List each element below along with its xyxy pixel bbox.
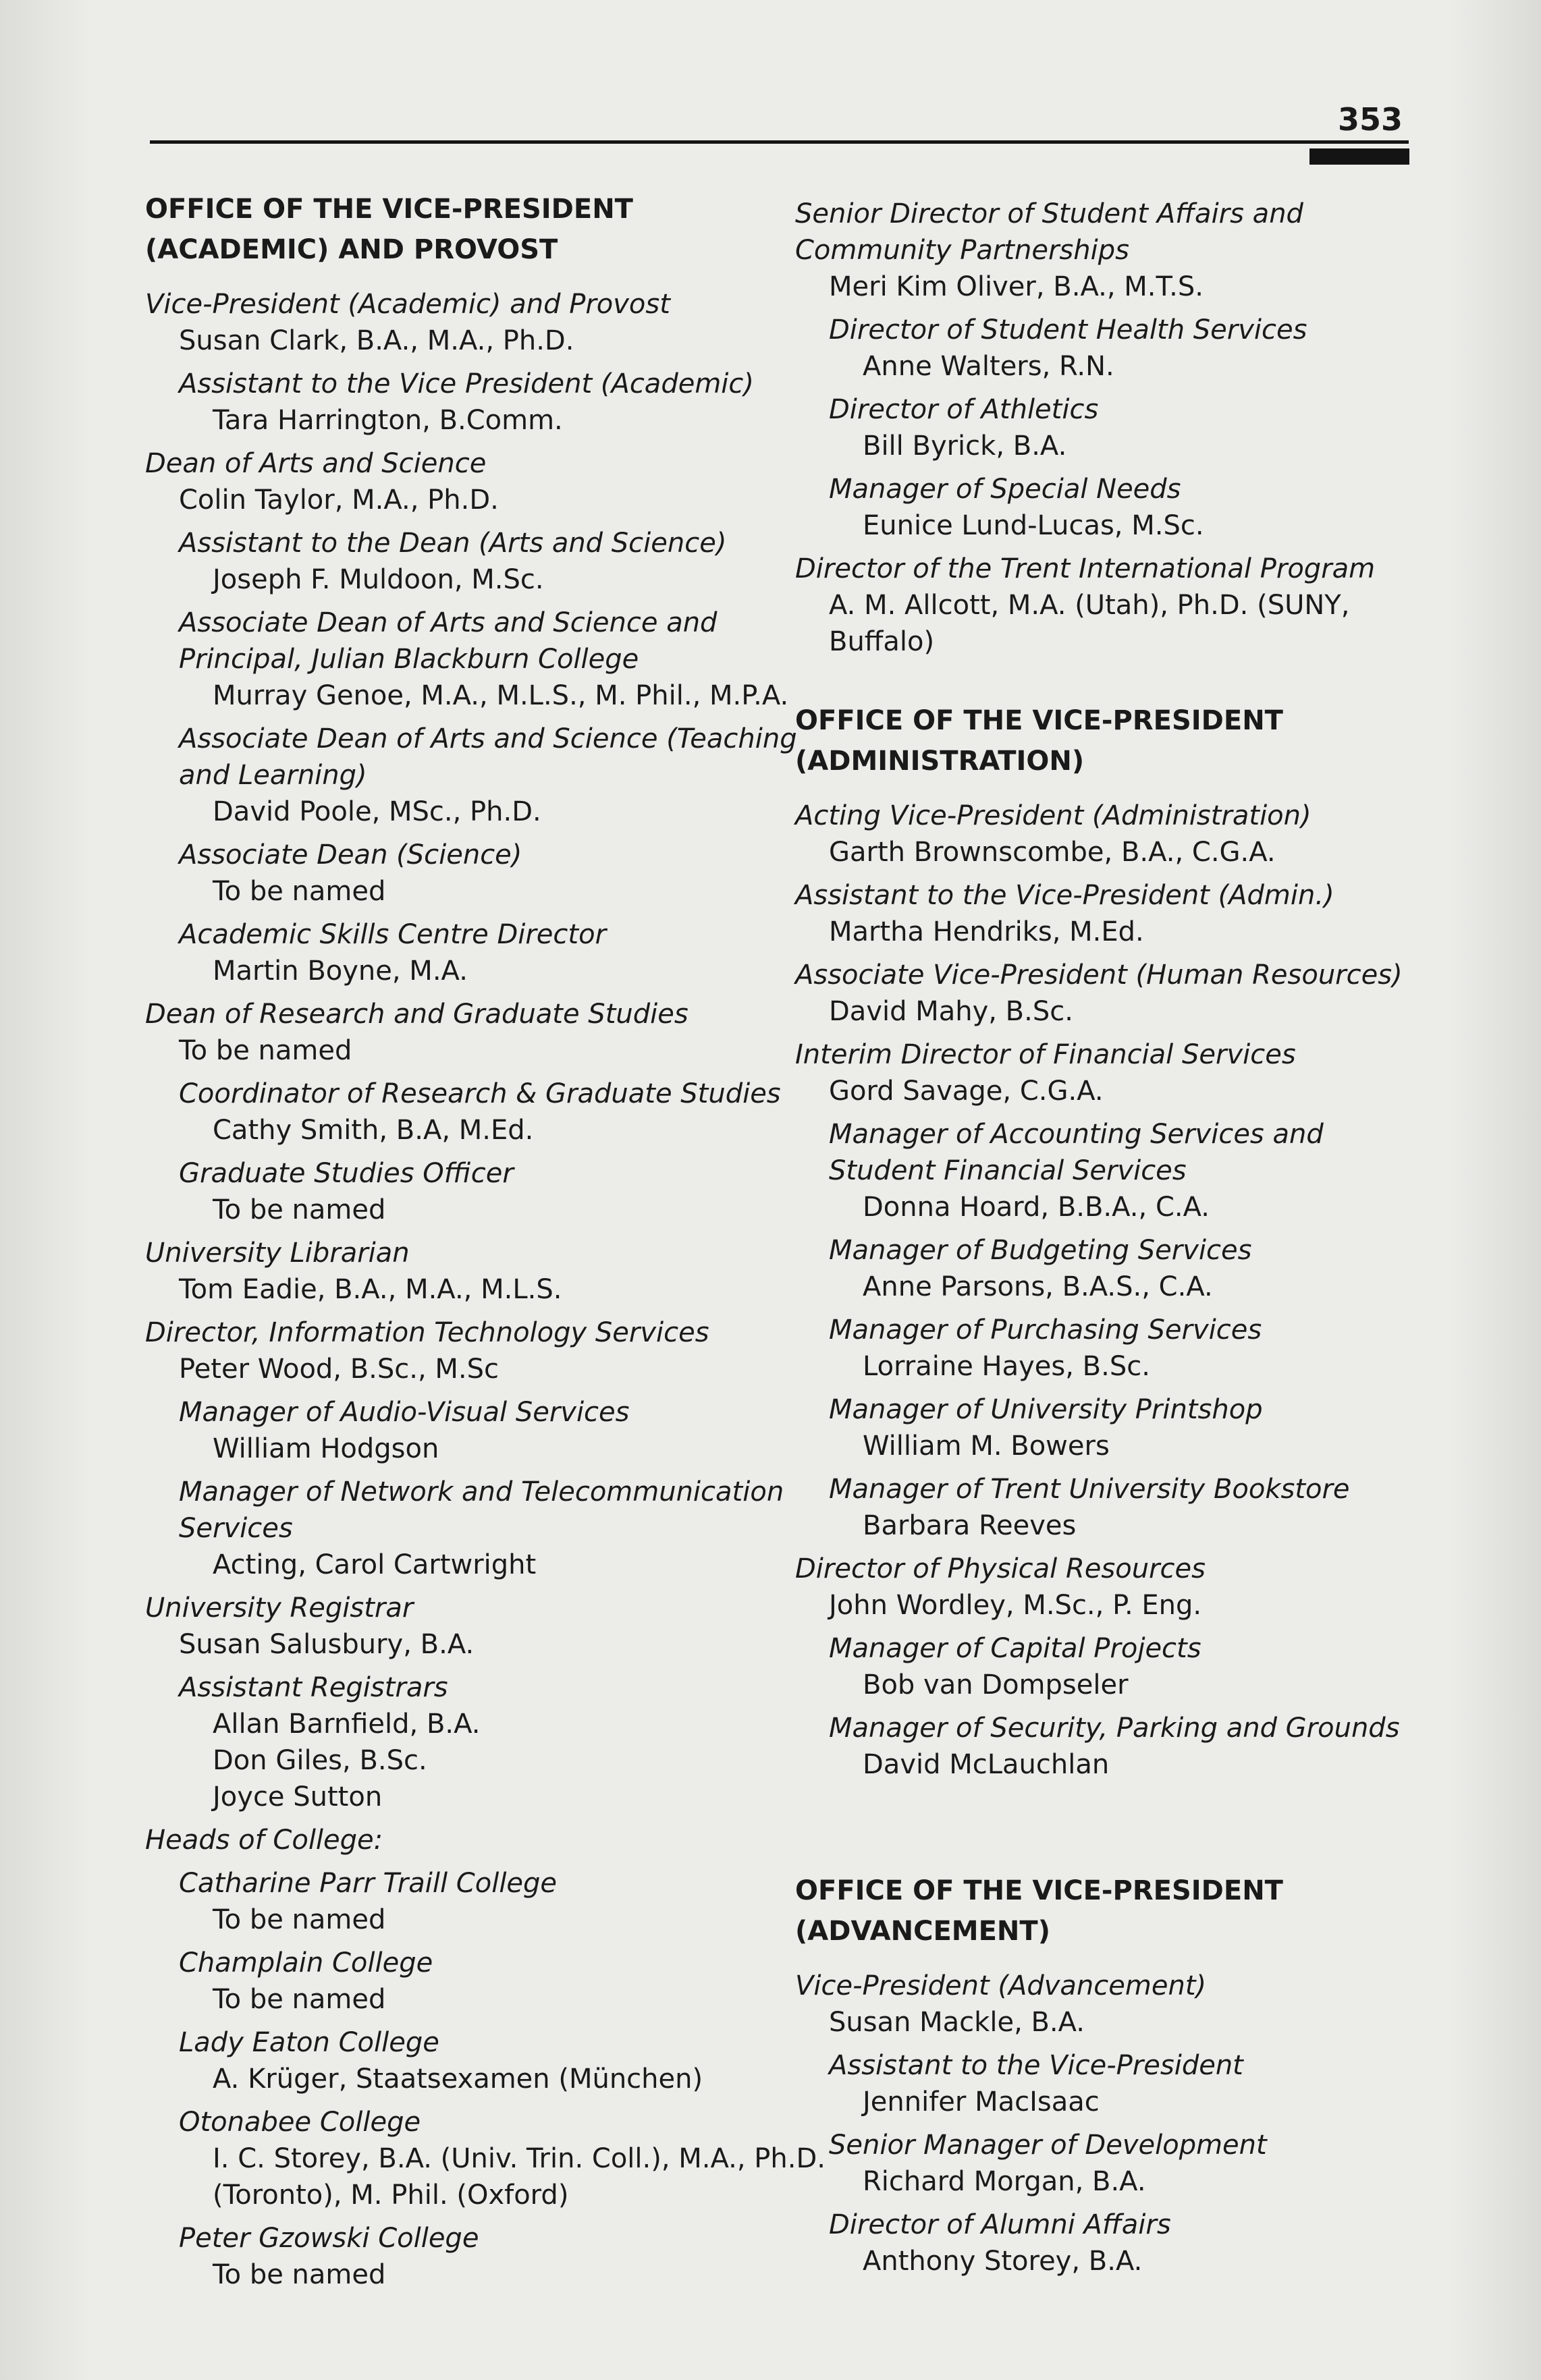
role-title: Director of the Trent International Program [795,553,1376,584]
directory-entry [795,1232,1436,1305]
directory-entry [145,996,827,1069]
role-title: Assistant to the Vice President (Academic) [179,368,754,399]
directory-entry [145,721,827,830]
role-title: Assistant to the Dean (Arts and Science) [179,528,727,559]
directory-entry [795,471,1436,544]
directory-entry [795,1551,1436,1624]
role-title: Director of Alumni Affairs [829,2209,1171,2240]
directory-entry [145,366,827,439]
directory-entry [145,286,827,359]
person-name: Bob van Dompseler [863,1669,1129,1700]
role-title: Associate Dean of Arts and Science (Teaching and Learning) [179,723,797,791]
role-title: Director of Student Health Services [829,314,1307,345]
directory-entry [145,1474,827,1583]
section-spacer [795,1783,1436,1871]
person-name: Martin Boyne, M.A. [213,956,468,987]
left-column [145,189,827,2293]
role-title: Manager of Security, Parking and Grounds [829,1713,1400,1744]
person-name: Peter Wood, B.Sc., M.Sc [179,1354,499,1385]
person-name: Anne Walters, R.N. [863,351,1114,382]
directory-entry [145,1865,827,1938]
directory-entry [145,2220,827,2293]
person-name: Martha Hendriks, M.Ed. [829,916,1144,947]
directory-entry [145,1822,827,1858]
person-name: Murray Genoe, M.A., M.L.S., M. Phil., M.P.A. [213,680,789,711]
role-title: Manager of Audio-Visual Services [179,1397,630,1428]
directory-entry [145,1669,827,1815]
directory-entry [145,1945,827,2018]
person-name: Acting, Carol Cartwright [213,1549,537,1580]
role-title: Assistant Registrars [179,1672,448,1703]
directory-entry [145,2104,827,2213]
directory-entry [795,196,1436,305]
directory-entry [145,1394,827,1467]
directory-entry [145,1155,827,1228]
role-title: Manager of Network and Telecommunication Services [179,1476,784,1544]
role-title: Associate Dean of Arts and Science and Principal, Julian Blackburn College [179,607,718,675]
person-name: Susan Clark, B.A., M.A., Ph.D. [179,325,574,356]
role-title: University Librarian [145,1238,410,1269]
person-name: Jennifer MacIsaac [863,2086,1100,2118]
section-heading-line: (ADVANCEMENT) [795,1916,1050,1947]
directory-entry [795,1116,1436,1225]
role-title: Senior Director of Student Affairs and Community Partnerships [795,198,1303,266]
role-title: Manager of Capital Projects [829,1633,1201,1664]
person-name: Joseph F. Muldoon, M.Sc. [213,564,544,595]
directory-entry [145,916,827,989]
role-title: Otonabee College [179,2107,421,2138]
person-name: Meri Kim Oliver, B.A., M.T.S. [829,271,1204,302]
directory-entry [145,1590,827,1663]
person-name: Tom Eadie, B.A., M.A., M.L.S. [179,1274,562,1305]
person-name: Eunice Lund-Lucas, M.Sc. [863,510,1204,541]
role-title: Acting Vice-President (Administration) [795,800,1312,831]
person-name: Donna Hoard, B.B.A., C.A. [863,1192,1210,1223]
role-title: Director, Information Technology Services [145,1317,709,1348]
person-name: Don Giles, B.Sc. [213,1745,427,1776]
page-number: 353 [1337,101,1403,138]
role-title: Director of Athletics [829,394,1099,425]
directory-entry [795,1036,1436,1109]
role-title: Lady Eaton College [179,2027,439,2058]
role-title: Manager of Special Needs [829,474,1181,505]
directory-entry [795,2127,1436,2200]
section-heading [795,1871,1436,1952]
person-name: David McLauchlan [863,1749,1110,1780]
directory-entry [795,1312,1436,1385]
person-name: To be named [213,876,386,907]
right-column [795,189,1436,2279]
directory-entry [145,837,827,910]
section-heading [795,700,1436,781]
section-heading-line: OFFICE OF THE VICE-PRESIDENT [795,705,1283,736]
person-name: Colin Taylor, M.A., Ph.D. [179,485,499,516]
person-name: Bill Byrick, B.A. [863,431,1067,462]
person-name: Anthony Storey, B.A. [863,2246,1143,2277]
role-title: Dean of Research and Graduate Studies [145,999,688,1030]
section-heading-line: (ADMINISTRATION) [795,746,1085,777]
role-title: Vice-President (Advancement) [795,1970,1207,2001]
section-heading-line: OFFICE OF THE VICE-PRESIDENT [145,194,633,225]
header-rule [150,140,1409,144]
role-title: Senior Manager of Development [829,2130,1267,2161]
person-name: Cathy Smith, B.A, M.Ed. [213,1115,534,1146]
role-title: Academic Skills Centre Director [179,919,607,950]
person-name: Allan Barnfield, B.A. [213,1709,481,1740]
role-title: Coordinator of Research & Graduate Studies [179,1078,781,1109]
person-name: Susan Salusbury, B.A. [179,1629,475,1660]
role-title: Associate Dean (Science) [179,839,522,870]
directory-entry [795,1391,1436,1464]
directory-entry [145,1076,827,1149]
directory-entry [145,525,827,598]
person-name: To be named [179,1035,352,1066]
person-name: Richard Morgan, B.A. [863,2166,1146,2197]
person-name: Joyce Sutton [213,1781,383,1812]
directory-entry [795,551,1436,660]
directory-entry [795,957,1436,1030]
person-name: Tara Harrington, B.Comm. [213,405,563,436]
directory-entry [795,2047,1436,2120]
person-name: A. M. Allcott, M.A. (Utah), Ph.D. (SUNY, Buffalo) [829,590,1350,657]
directory-entry [795,1471,1436,1544]
person-name: William Hodgson [213,1433,439,1464]
role-title: Peter Gzowski College [179,2223,479,2254]
person-name: William M. Bowers [863,1431,1110,1462]
role-title: Vice-President (Academic) and Provost [145,289,670,320]
directory-entry [145,445,827,518]
person-name: Gord Savage, C.G.A. [829,1076,1104,1107]
role-title: Manager of Accounting Services and Student Financial Services [829,1119,1324,1186]
person-name: Lorraine Hayes, B.Sc. [863,1351,1150,1382]
person-name: To be named [213,1904,386,1935]
person-name: Garth Brownscombe, B.A., C.G.A. [829,837,1276,868]
section-heading-line: OFFICE OF THE VICE-PRESIDENT [795,1875,1283,1906]
directory-entry [795,2207,1436,2279]
person-name: Susan Mackle, B.A. [829,2007,1085,2038]
role-title: Associate Vice-President (Human Resources) [795,960,1403,991]
role-title: Catharine Parr Traill College [179,1868,558,1899]
directory-entry [795,1630,1436,1703]
role-title: Heads of College: [145,1825,383,1856]
role-title: Manager of University Printshop [829,1394,1263,1425]
role-title: Assistant to the Vice-President (Admin.) [795,880,1334,911]
role-title: Manager of Budgeting Services [829,1235,1252,1266]
header-rule-block [1309,148,1409,165]
person-name: Anne Parsons, B.A.S., C.A. [863,1271,1213,1302]
person-name: I. C. Storey, B.A. (Univ. Trin. Coll.), M.A., Ph.D. (Toronto), M. Phil. (Oxford) [213,2143,826,2211]
role-title: University Registrar [145,1593,414,1624]
person-name: Barbara Reeves [863,1510,1077,1541]
person-name: John Wordley, M.Sc., P. Eng. [829,1590,1202,1621]
directory-entry [795,877,1436,950]
person-name: To be named [213,1194,386,1225]
section-heading [145,189,827,270]
role-title: Manager of Purchasing Services [829,1314,1262,1346]
person-name: David Mahy, B.Sc. [829,996,1073,1027]
directory-entry [145,1235,827,1308]
role-title: Graduate Studies Officer [179,1158,514,1189]
person-name: To be named [213,2259,386,2290]
directory-entry [795,391,1436,464]
role-title: Champlain College [179,1947,433,1978]
person-name: To be named [213,1984,386,2015]
directory-entry [795,798,1436,870]
role-title: Manager of Trent University Bookstore [829,1474,1350,1505]
directory-entry [145,1314,827,1387]
role-title: Assistant to the Vice-President [829,2050,1243,2081]
directory-entry [795,312,1436,385]
directory-entry [145,2024,827,2097]
person-name: A. Krüger, Staatsexamen (München) [213,2064,703,2095]
role-title: Director of Physical Resources [795,1553,1206,1584]
role-title: Dean of Arts and Science [145,448,487,479]
directory-entry [795,1968,1436,2041]
directory-entry [145,605,827,714]
directory-entry [795,1710,1436,1783]
section-heading-line: (ACADEMIC) AND PROVOST [145,234,558,265]
section-spacer [795,660,1436,700]
person-name: David Poole, MSc., Ph.D. [213,796,541,827]
role-title: Interim Director of Financial Services [795,1039,1296,1070]
